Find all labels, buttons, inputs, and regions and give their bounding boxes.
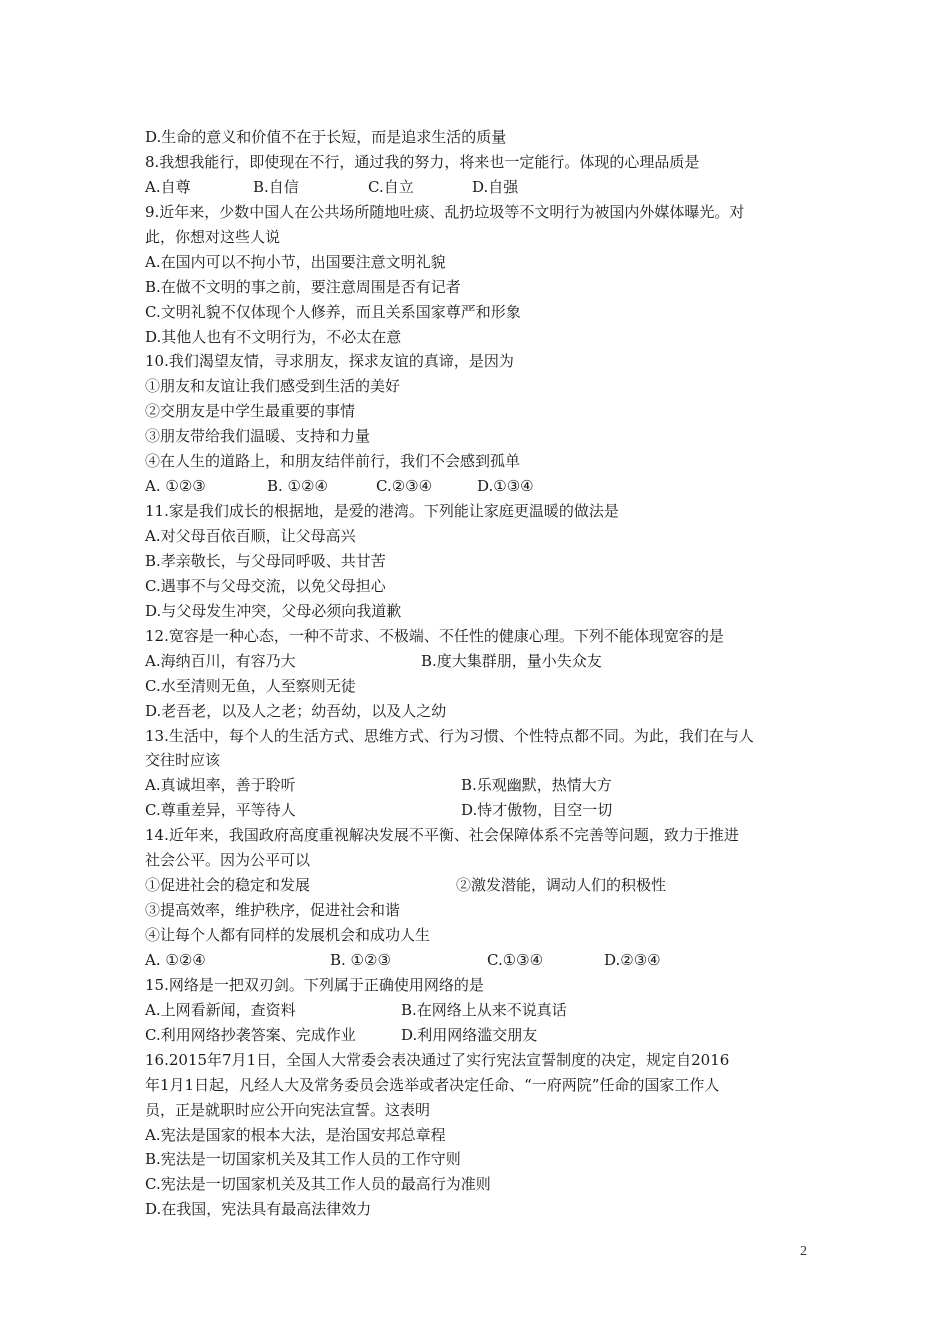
statement-line: ①朋友和友谊让我们感受到生活的美好: [145, 377, 401, 396]
option-line: D.其他人也有不文明行为，不必太在意: [145, 327, 402, 346]
statement-line: ②交朋友是中学生最重要的事情: [145, 402, 356, 421]
option-b: B.在网络上从来不说真话: [401, 1000, 567, 1019]
question-16-cont: 员，正是就职时应公开向宪法宣誓。这表明: [145, 1100, 431, 1119]
option-line: A.宪法是国家的根本大法，是治国安邦总章程: [145, 1125, 446, 1144]
statement-line: ④让每个人都有同样的发展机会和成功人生: [145, 926, 431, 944]
options-row: [145, 474, 825, 499]
options-row: [145, 798, 825, 823]
option-line: B.在做不文明的事之前，要注意周围是否有记者: [145, 277, 461, 296]
exam-content: [145, 125, 825, 1222]
question-13: 13.生活中，每个人的生活方式、思维方式、行为习惯、个性特点都不同。为此，我们在与人: [145, 726, 754, 745]
option-line: D.在我国，宪法具有最高法律效力: [145, 1200, 372, 1219]
option-c: C.尊重差异，平等待人: [145, 801, 296, 820]
statement-line: ④在人生的道路上，和朋友结伴前行，我们不会感到孤单: [145, 452, 521, 471]
option-a: A. ①②③: [145, 477, 206, 496]
question-10: 10.我们渴望友情，寻求朋友，探求友谊的真谛，是因为: [145, 352, 514, 371]
option-line: A.对父母百依百顺，让父母高兴: [145, 527, 356, 545]
option-d: D.自强: [472, 177, 519, 196]
option-line: B.宪法是一切国家机关及其工作人员的工作守则: [145, 1150, 461, 1169]
option-d: D.②③④: [604, 950, 661, 969]
option-b: B.乐观幽默，热情大方: [461, 776, 612, 795]
options-row: [145, 1023, 825, 1048]
option-line: C.宪法是一切国家机关及其工作人员的最高行为准则: [145, 1175, 491, 1194]
option-a: A.真诚坦率，善于聆听: [145, 776, 296, 795]
option-line: A.在国内可以不拘小节，出国要注意文明礼貌: [145, 252, 446, 271]
option-c: C.自立: [368, 177, 414, 196]
statement-line: ③提高效率，维护秩序，促进社会和谐: [145, 901, 401, 920]
question-14-cont: 社会公平。因为公平可以: [145, 851, 311, 870]
options-row: [145, 649, 825, 674]
option-c: C.②③④: [376, 477, 433, 496]
option-c: C.①③④: [487, 950, 544, 969]
option-c: C.利用网络抄袭答案、完成作业: [145, 1025, 356, 1044]
option-line: C.水至清则无鱼，人至察则无徒: [145, 676, 356, 695]
question-16-cont: 年1月1日起，凡经人大及常务委员会选举或者决定任命、“一府两院”任命的国家工作人: [145, 1075, 720, 1094]
option-line: D.老吾老，以及人之老；幼吾幼，以及人之幼: [145, 701, 447, 720]
statements-row: [145, 873, 825, 898]
statement-line: ③朋友带给我们温暖、支持和力量: [145, 427, 371, 446]
option-d: D.利用网络滥交朋友: [401, 1025, 538, 1044]
option-d: D.恃才傲物，目空一切: [461, 801, 613, 820]
option-line: D.生命的意义和价值不在于长短，而是追求生活的质量: [145, 128, 507, 146]
question-12: 12.宽容是一种心态，一种不苛求、不极端、不任性的健康心理。下列不能体现宽容的是: [145, 626, 724, 645]
page-number: 2: [800, 1244, 807, 1259]
statement-2: ②激发潜能，调动人们的积极性: [456, 876, 667, 895]
question-13-cont: 交往时应该: [145, 751, 221, 770]
statement-1: ①促进社会的稳定和发展: [145, 876, 311, 895]
question-16: 16.2015年7月1日，全国人大常委会表决通过了实行宪法宣誓制度的决定，规定自2016: [145, 1050, 730, 1069]
option-a: A. ①②④: [145, 950, 206, 969]
question-11: 11.家是我们成长的根据地，是爱的港湾。下列能让家庭更温暖的做法是: [145, 502, 619, 521]
options-row: [145, 948, 825, 973]
option-d: D.①③④: [477, 477, 534, 496]
option-b: B. ①②④: [267, 477, 328, 496]
option-line: D.与父母发生冲突，父母必须向我道歉: [145, 601, 402, 620]
option-a: A.海纳百川，有容乃大: [145, 651, 296, 670]
option-line: C.遇事不与父母交流，以免父母担心: [145, 576, 386, 595]
option-line: B.孝亲敬长，与父母同呼吸、共甘苦: [145, 551, 386, 570]
question-8: 8.我想我能行，即使现在不行，通过我的努力，将来也一定能行。体现的心理品质是: [145, 152, 700, 171]
option-b: B.度大集群朋，量小失众友: [421, 651, 602, 670]
option-b: B. ①②③: [330, 950, 391, 969]
question-9: 9.近年来，少数中国人在公共场所随地吐痰、乱扔垃圾等不文明行为被国内外媒体曝光。对: [145, 202, 745, 221]
question-14: 14.近年来，我国政府高度重视解决发展不平衡、社会保障体系不完善等问题，致力于推进: [145, 826, 739, 845]
option-line: C.文明礼貌不仅体现个人修养，而且关系国家尊严和形象: [145, 302, 521, 321]
option-a: A.自尊: [145, 177, 191, 196]
options-row: [145, 998, 825, 1023]
options-row: [145, 773, 825, 798]
options-row: [145, 175, 825, 200]
question-15: 15.网络是一把双刃剑。下列属于正确使用网络的是: [145, 975, 484, 994]
question-9-cont: 此，你想对这些人说: [145, 227, 281, 246]
option-b: B.自信: [253, 177, 299, 196]
option-a: A.上网看新闻，查资料: [145, 1000, 296, 1019]
